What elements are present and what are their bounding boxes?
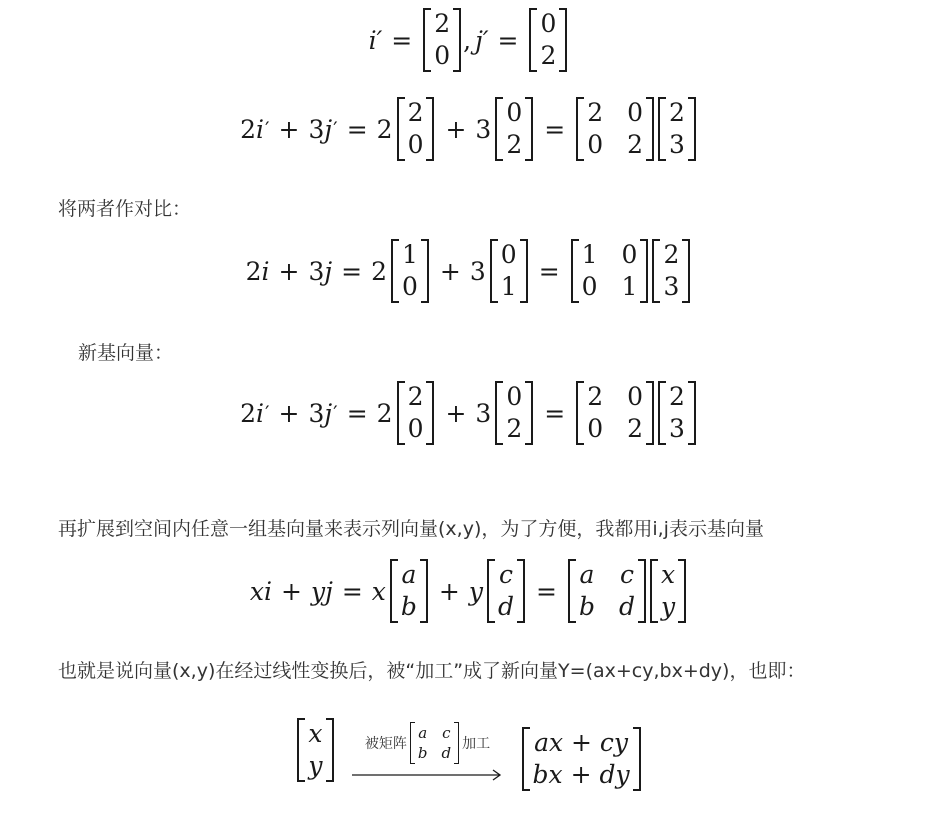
matrix-cell: 1	[402, 240, 418, 269]
right-arrow-icon	[352, 768, 504, 782]
equation-general-transform: x i + y j = x a b + y c d = a c b d x y	[0, 556, 938, 626]
column-vector-j-prime	[529, 8, 567, 72]
matrix-cell: 0	[627, 98, 643, 127]
matrix-cell: 2	[669, 382, 685, 411]
equals-sign: =	[497, 25, 519, 55]
matrix-cell: 2	[407, 98, 424, 127]
symbol-i-prime: i′	[368, 25, 383, 55]
matrix-cell: 0	[407, 130, 424, 159]
matrix-cell: 0	[402, 272, 418, 301]
matrix-cell: 3	[669, 414, 685, 443]
column-vector-i-prime	[423, 8, 461, 72]
matrix-cell: 0	[434, 41, 451, 70]
matrix-cell: d	[441, 744, 452, 762]
matrix-cell: 0	[506, 382, 523, 411]
arrow-label-after: 加工	[462, 736, 491, 752]
coefficient: 3	[308, 256, 325, 286]
matrix-cell: 0	[587, 414, 604, 443]
coefficient: 2	[376, 398, 393, 428]
coefficient: 2	[240, 398, 256, 428]
matrix-cell: 0	[500, 240, 517, 269]
arrow-label-before: 被矩阵	[364, 736, 407, 752]
matrix-cell: 2	[627, 414, 643, 443]
symbol-j-prime: j′	[475, 25, 489, 55]
column-vector	[650, 559, 686, 623]
matrix-cell: d	[618, 592, 635, 621]
coefficient: 3	[475, 114, 492, 144]
matrix-cell: 2	[587, 382, 604, 411]
matrix-cell: b	[578, 592, 595, 621]
transform-matrix	[568, 559, 646, 623]
column-vector	[397, 381, 435, 445]
matrix-cell: 2	[627, 130, 643, 159]
equation-new-basis-combination-1: 2 i ′ + 3 j ′ = 2 2 0 + 3 0 2 = 2 0 0 2 2 3	[0, 94, 938, 164]
matrix-cell: ax + cy	[534, 728, 629, 757]
column-vector	[658, 381, 696, 445]
matrix-cell: 2	[587, 98, 604, 127]
coefficient: 3	[469, 256, 486, 286]
paragraph-general-basis: 再扩展到空间内任意一组基向量来表示列向量(x,y)，为了方便，我都用i,j表示基向量	[58, 518, 764, 540]
matrix-cell: 0	[407, 414, 424, 443]
matrix-cell: x	[308, 719, 323, 748]
matrix-cell: 2	[669, 98, 685, 127]
column-vector	[495, 381, 533, 445]
coefficient: 2	[371, 256, 388, 286]
matrix-cell: 0	[506, 98, 523, 127]
column-vector	[391, 239, 429, 303]
matrix-cell: 1	[621, 272, 638, 301]
matrix-cell: 0	[621, 240, 638, 269]
matrix-cell: c	[619, 560, 634, 589]
matrix-cell: 2	[540, 41, 557, 70]
arrow-with-label	[352, 718, 504, 782]
column-vector	[397, 97, 435, 161]
matrix-cell: 3	[663, 272, 680, 301]
matrix-cell: 2	[506, 130, 523, 159]
matrix-cell: a	[418, 724, 428, 742]
output-vector	[522, 727, 641, 791]
coefficient: 2	[245, 256, 262, 286]
column-vector	[390, 559, 428, 623]
paragraph-new-basis: 新基向量：	[78, 342, 174, 364]
column-vector	[487, 559, 525, 623]
matrix-cell: b	[417, 744, 428, 762]
matrix-cell: a	[401, 560, 417, 589]
column-vector	[495, 97, 533, 161]
matrix-cell: 0	[587, 130, 604, 159]
paragraph-linear-transform: 也就是说向量(x,y)在经过线性变换后，被“加工”成了新向量Y=(ax+cy,bx+dy)，也即：	[58, 660, 806, 682]
matrix-cell: 2	[407, 382, 424, 411]
matrix-cell: b	[400, 592, 417, 621]
matrix-cell: 3	[669, 130, 685, 159]
matrix-cell: y	[308, 751, 323, 780]
matrix-cell: 1	[500, 272, 517, 301]
column-vector	[658, 97, 696, 161]
matrix-cell: 2	[434, 9, 451, 38]
matrix-cell: 1	[581, 240, 598, 269]
matrix-cell: x	[660, 560, 676, 589]
coefficient: 2	[376, 114, 393, 144]
coefficient: 2	[240, 114, 256, 144]
matrix-cell: 2	[663, 240, 680, 269]
matrix-cell: a	[579, 560, 595, 589]
equation-new-basis-combination-2: 2 i ′ + 3 j ′ = 2 2 0 + 3 0 2 = 2 0 0 2 2 3	[0, 378, 938, 448]
coefficient: 3	[308, 398, 325, 428]
matrix-cell: d	[497, 592, 514, 621]
transform-matrix	[576, 381, 654, 445]
arrow-label-matrix	[410, 722, 459, 764]
equation-mapping-arrow	[0, 700, 938, 800]
matrix-cell: 0	[627, 382, 643, 411]
equation-standard-basis-combination: 2 i + 3 j = 2 1 0 + 3 0 1 = 1 0 0 1 2 3	[0, 236, 938, 306]
matrix-cell: y	[660, 592, 676, 621]
coefficient: 3	[475, 398, 492, 428]
comma: ,	[463, 25, 472, 55]
column-vector	[652, 239, 690, 303]
transform-matrix	[576, 97, 654, 161]
coefficient: 3	[308, 114, 325, 144]
input-vector	[297, 718, 333, 782]
column-vector	[490, 239, 528, 303]
matrix-cell: bx + dy	[532, 760, 630, 789]
matrix-cell: c	[498, 560, 513, 589]
paragraph-compare: 将两者作对比：	[58, 198, 192, 220]
identity-matrix	[571, 239, 649, 303]
equals-sign: =	[391, 25, 413, 55]
matrix-cell: 0	[581, 272, 598, 301]
matrix-cell: 0	[540, 9, 557, 38]
equation-basis-vectors	[0, 6, 938, 74]
matrix-cell: 2	[506, 414, 523, 443]
matrix-cell: c	[442, 724, 451, 742]
